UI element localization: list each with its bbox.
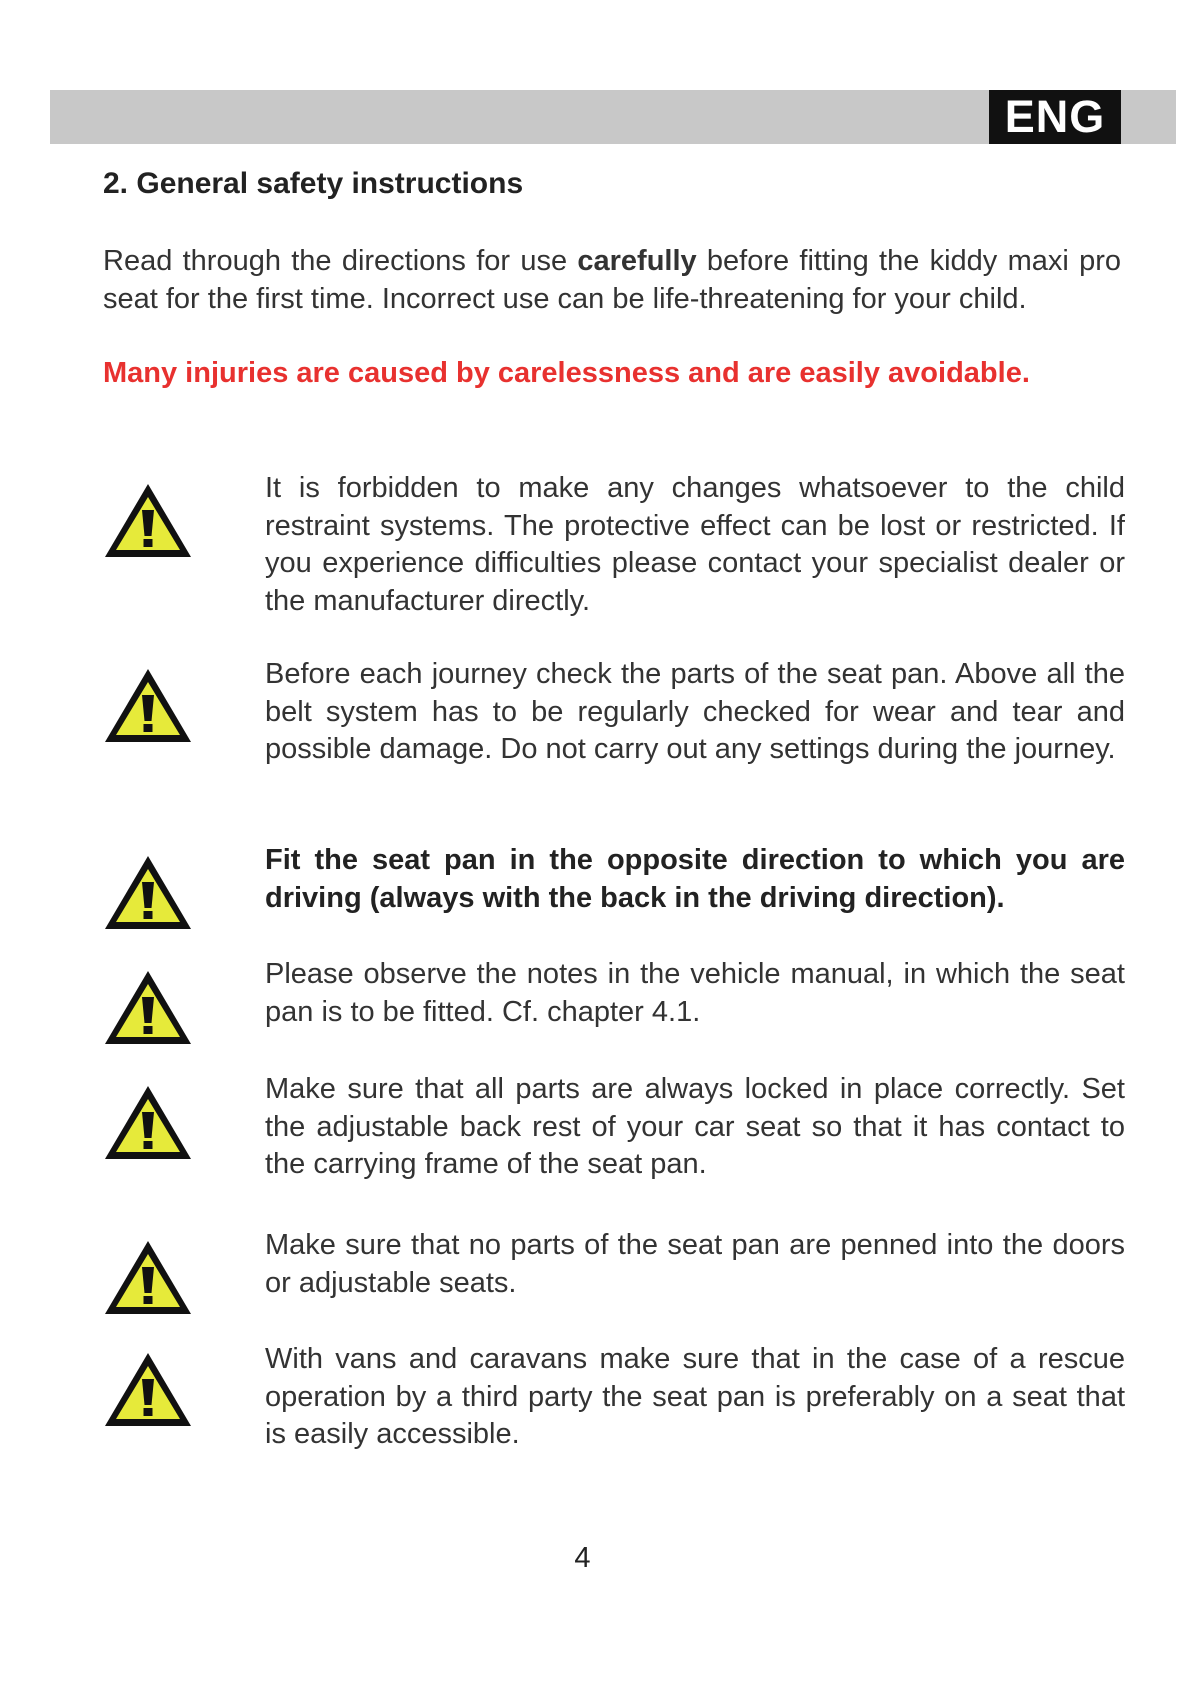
warning-triangle-icon [103,969,193,1046]
header-bar [50,90,1176,144]
safety-item-text: With vans and caravans make sure that in the case of a rescue operation by a third party the seat pan is preferably on a seat that is easily accessible. [265,1343,1125,1450]
safety-item-text: It is forbidden to make any changes whatsoever to the child restraint systems. The protective effect can be lost or restricted. If you experience difficulties please contact your specialist dealer or the manufacturer directly. [265,472,1125,617]
warning-triangle-icon [103,854,193,931]
safety-item-text: Please observe the notes in the vehicle manual, in which the seat pan is to be fitted. Cf. chapter 4.1. [265,958,1125,1028]
section-title: 2. General safety instructions [103,167,524,200]
safety-item-text: Make sure that no parts of the seat pan are penned into the doors or adjustable seats. [265,1229,1125,1299]
safety-item-text: Before each journey check the parts of the seat pan. Above all the belt system has to be regularly checked for wear and tear and possible damage. Do not carry out any settings during the journey. [265,658,1125,765]
intro-text-end: before fitting the kiddy maxi pro seat for the first time. Incorrect use can be life-threatening for your child. [103,245,1121,315]
intro-emphasis: carefully [577,245,697,277]
page-number: 4 [574,1542,591,1574]
safety-item-text: Make sure that all parts are always locked in place correctly. Set the adjustable back rest of your car seat so that it has contact to the carrying frame of the seat pan. [265,1073,1125,1180]
warning-triangle-icon [103,1239,193,1316]
warning-triangle-icon [103,667,193,744]
intro-text-start: Read through the directions for use [103,245,578,277]
warning-triangle-icon [103,1351,193,1428]
safety-item-text-emphasized: Fit the seat pan in the opposite direction to which you are driving (always with the back in the driving direction). [265,844,1125,914]
intro-paragraph [103,242,1121,318]
warning-triangle-icon [103,1084,193,1161]
warning-triangle-icon [103,482,193,559]
language-badge: ENG [989,90,1121,144]
warning-statement: Many injuries are caused by carelessness and are easily avoidable. [103,357,1030,389]
